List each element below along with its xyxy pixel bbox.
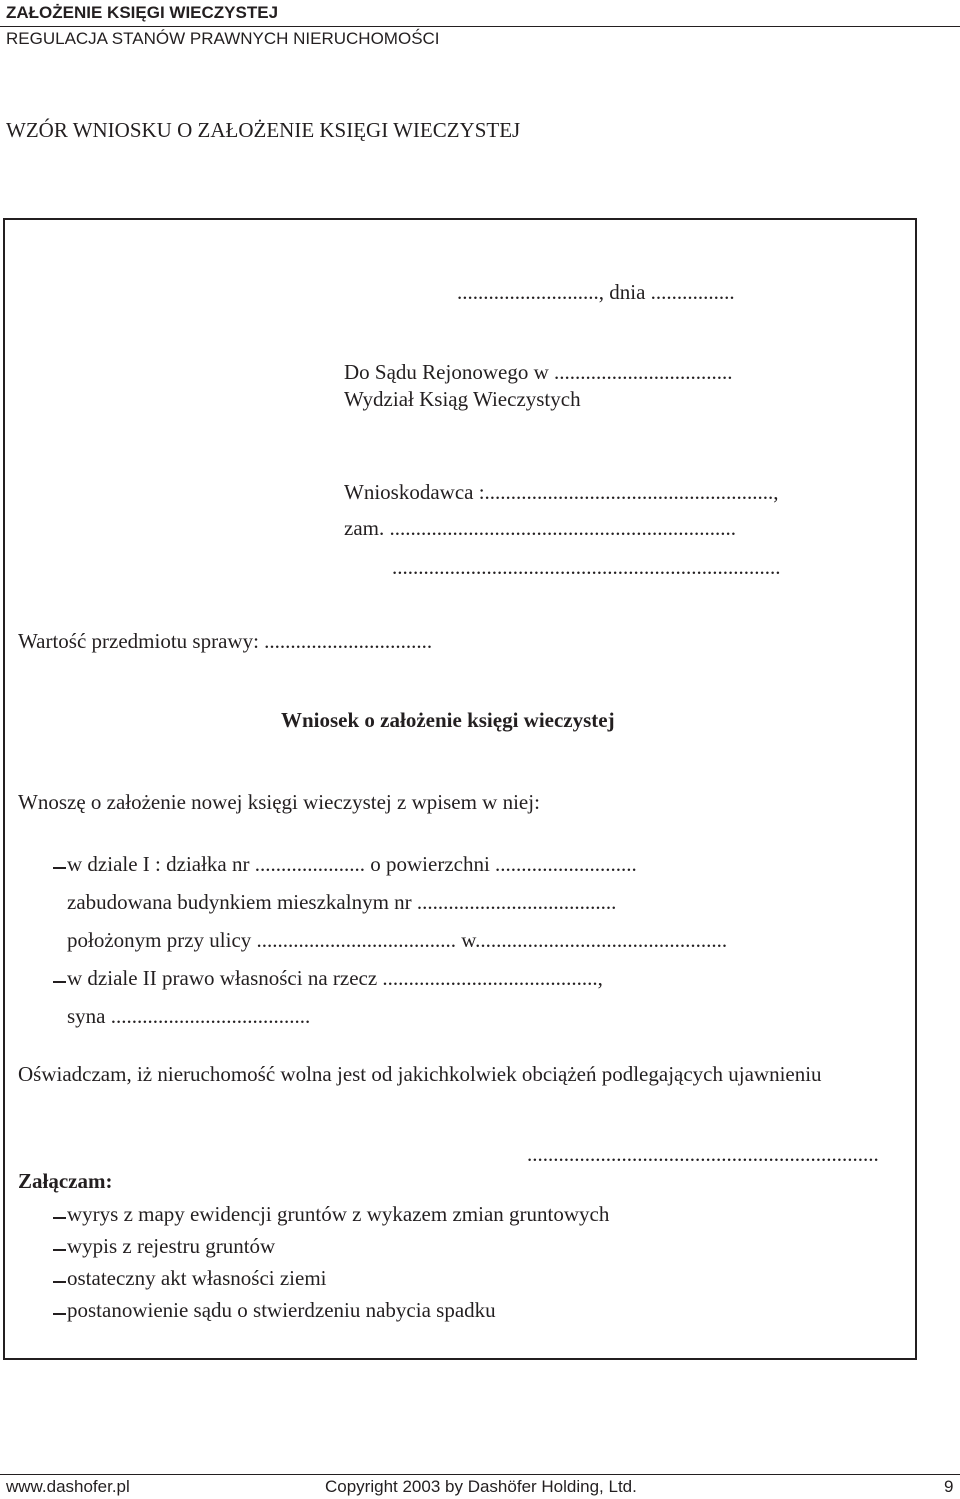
dash-bullet <box>53 1217 66 1219</box>
dash-bullet <box>53 1249 66 1251</box>
running-header-title: ZAŁOŻENIE KSIĘGI WIECZYSTEJ <box>6 3 279 22</box>
declaration: Oświadczam, iż nieruchomość wolna jest od jakichkolwiek obciążeń podlegających ujawnieniu <box>18 1062 822 1086</box>
section-i-parcel-line: w dziale I : działka nr ..................... o powierzchni ........................... <box>67 852 637 876</box>
signature-line: ................................................................... <box>527 1142 879 1166</box>
footer-rule <box>0 1474 960 1475</box>
applicant-address-continuation: .......................................................................... <box>392 555 781 579</box>
court-department: Wydział Ksiąg Wieczystych <box>344 387 581 411</box>
section-ii-owner-line: w dziale II prawo własności na rzecz ........................................., <box>67 966 603 990</box>
attachment-item: wyrys z mapy ewidencji gruntów z wykazem zmian gruntowych <box>67 1202 610 1226</box>
document-title: WZÓR WNIOSKU O ZAŁOŻENIE KSIĘGI WIECZYSTEJ <box>6 118 521 142</box>
section-i-address-line: położonym przy ulicy ...................................... w................................................ <box>67 928 728 952</box>
dash-bullet <box>53 1313 66 1315</box>
form-heading: Wniosek o założenie księgi wieczystej <box>281 708 615 732</box>
court-line: Do Sądu Rejonowego w .................................. <box>344 360 733 384</box>
header-rule <box>0 26 960 27</box>
dash-bullet <box>53 1281 66 1283</box>
attachment-item: postanowienie sądu o stwierdzeniu nabycia spadku <box>67 1298 496 1322</box>
attachment-item: ostateczny akt własności ziemi <box>67 1266 327 1290</box>
section-ii-son-of-line: syna ...................................... <box>67 1004 311 1028</box>
form-template-box <box>3 218 917 1360</box>
section-i-building-line: zabudowana budynkiem mieszkalnym nr ...................................... <box>67 890 617 914</box>
footer-copyright: Copyright 2003 by Dashöfer Holding, Ltd. <box>325 1477 637 1496</box>
footer-website: www.dashofer.pl <box>6 1477 130 1496</box>
applicant-address-line: zam. .................................................................. <box>344 516 736 540</box>
date-line: ..........................., dnia ................ <box>457 280 735 304</box>
case-value-line: Wartość przedmiotu sprawy: ................................ <box>18 629 433 653</box>
request-intro: Wnoszę o założenie nowej księgi wieczystej z wpisem w niej: <box>18 790 540 814</box>
running-header-subtitle: REGULACJA STANÓW PRAWNYCH NIERUCHOMOŚCI <box>6 29 440 48</box>
applicant-line: Wnioskodawca :......................................................., <box>344 480 779 504</box>
dash-bullet <box>53 981 66 983</box>
attachments-label: Załączam: <box>18 1169 113 1193</box>
dash-bullet <box>53 867 66 869</box>
footer-page-number: 9 <box>944 1477 954 1496</box>
attachment-item: wypis z rejestru gruntów <box>67 1234 276 1258</box>
